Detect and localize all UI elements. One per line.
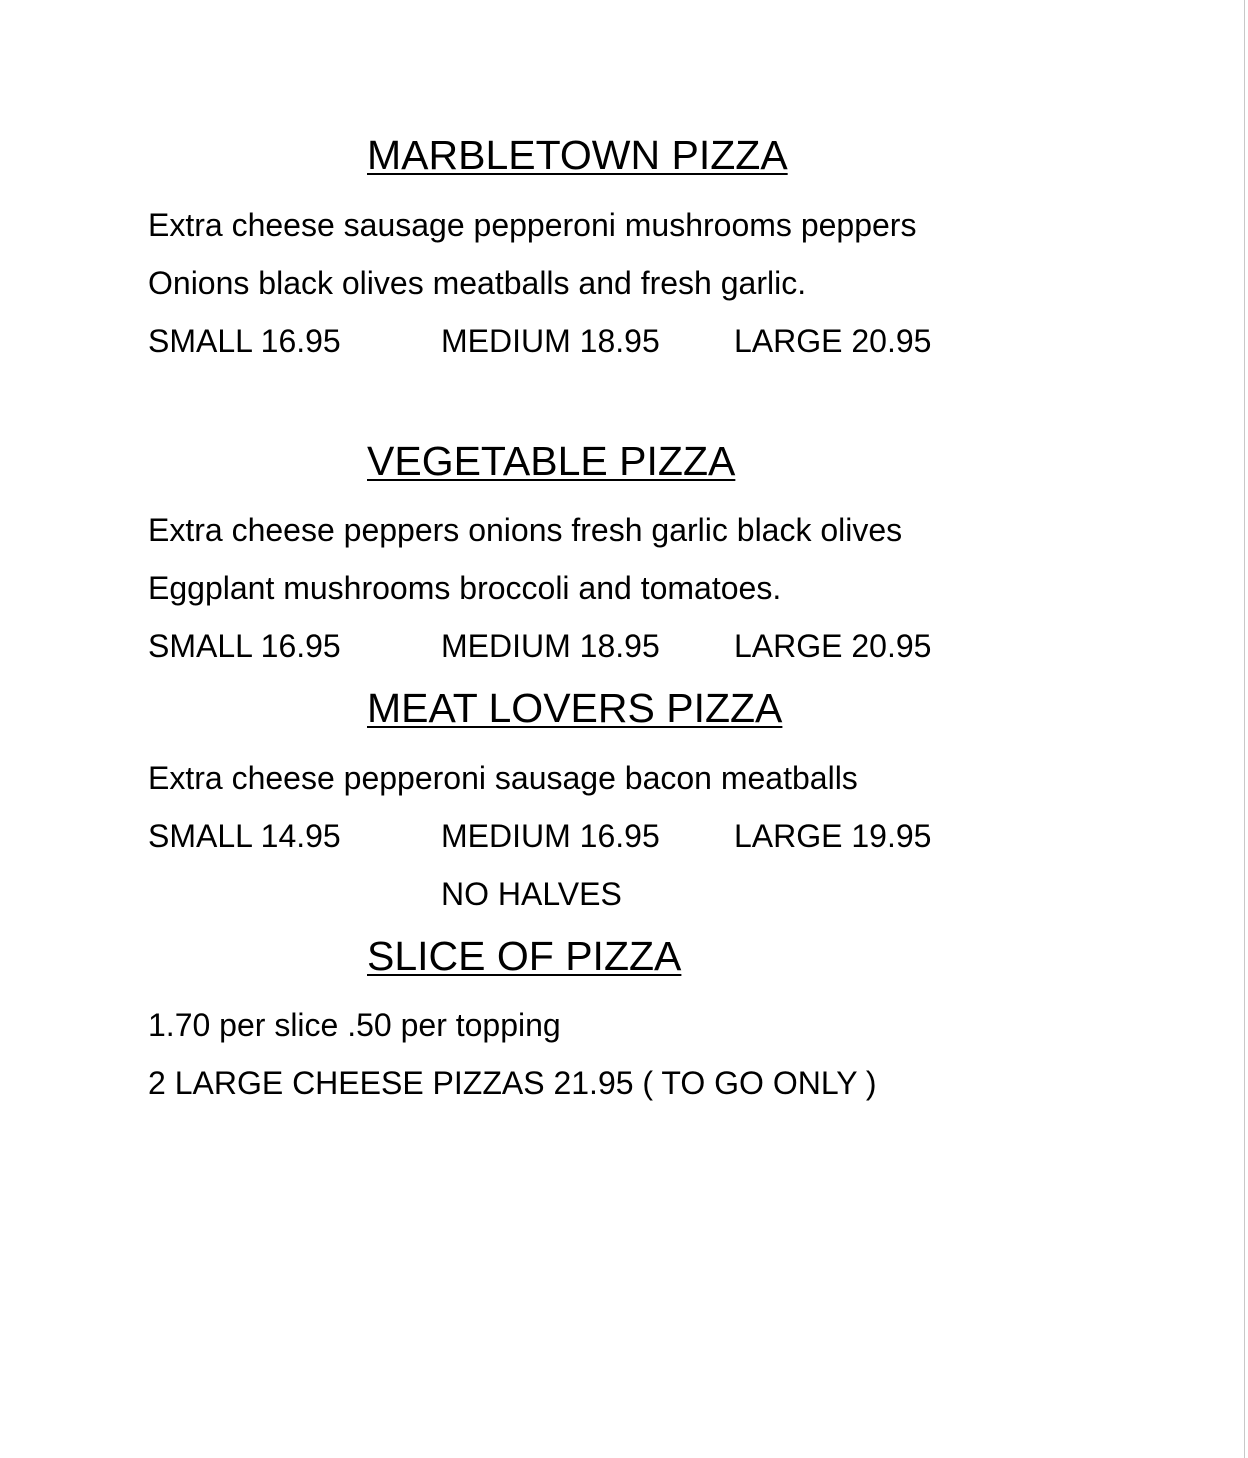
- description-line: Extra cheese peppers onions fresh garlic black olives: [148, 512, 903, 548]
- price-large: LARGE 20.95: [734, 628, 932, 664]
- page-edge-divider: [1244, 0, 1245, 1458]
- price-medium: MEDIUM 18.95: [441, 323, 660, 359]
- description-line: Eggplant mushrooms broccoli and tomatoes.: [148, 570, 782, 606]
- price-small: SMALL 16.95: [148, 323, 341, 359]
- section-title-marbletown: MARBLETOWN PIZZA: [367, 132, 788, 178]
- price-small: SMALL 16.95: [148, 628, 341, 664]
- section-title-meat-lovers: MEAT LOVERS PIZZA: [367, 685, 783, 731]
- price-large: LARGE 19.95: [734, 818, 932, 854]
- section-title-slice: SLICE OF PIZZA: [367, 933, 682, 979]
- description-line: 2 LARGE CHEESE PIZZAS 21.95 ( TO GO ONLY ): [148, 1065, 877, 1101]
- description-line: 1.70 per slice .50 per topping: [148, 1007, 561, 1043]
- price-medium: MEDIUM 18.95: [441, 628, 660, 664]
- description-line: Onions black olives meatballs and fresh garlic.: [148, 265, 807, 301]
- section-title-vegetable: VEGETABLE PIZZA: [367, 438, 736, 484]
- price-large: LARGE 20.95: [734, 323, 932, 359]
- no-halves-note: NO HALVES: [441, 876, 622, 912]
- description-line: Extra cheese sausage pepperoni mushrooms peppers: [148, 207, 917, 243]
- description-line: Extra cheese pepperoni sausage bacon meatballs: [148, 760, 858, 796]
- price-medium: MEDIUM 16.95: [441, 818, 660, 854]
- price-small: SMALL 14.95: [148, 818, 341, 854]
